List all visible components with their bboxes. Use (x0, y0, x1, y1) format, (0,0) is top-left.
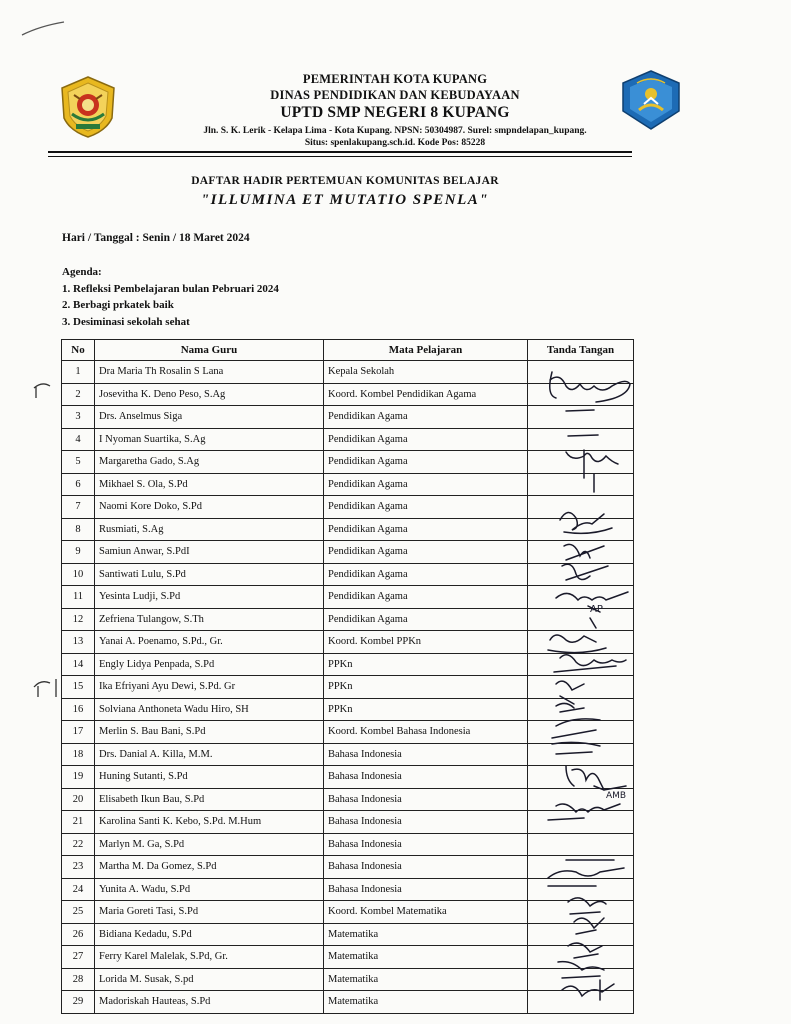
row-number: 13 (62, 631, 95, 654)
teacher-name: Drs. Anselmus Siga (95, 406, 324, 429)
margin-bracket-mark (28, 675, 62, 699)
teacher-name: Elisabeth Ikun Bau, S.Pd (95, 788, 324, 811)
meeting-date: Hari / Tanggal : Senin / 18 Maret 2024 (62, 232, 250, 244)
subject-cell: Bahasa Indonesia (324, 878, 528, 901)
school-website: Situs: spenlakupang.sch.id. Kode Pos: 85228 (304, 137, 486, 148)
subject-cell: Pendidikan Agama (324, 608, 528, 631)
signature-cell (528, 541, 634, 564)
signature-cell (528, 383, 634, 406)
header-subject: Mata Pelajaran (324, 340, 528, 361)
subject-cell: Matematika (324, 923, 528, 946)
subject-cell: Bahasa Indonesia (324, 788, 528, 811)
teacher-name: Merlin S. Bau Bani, S.Pd (95, 721, 324, 744)
row-number: 26 (62, 923, 95, 946)
row-number: 14 (62, 653, 95, 676)
teacher-name: Drs. Danial A. Killa, M.M. (95, 743, 324, 766)
letterhead-rule-thin (48, 156, 632, 157)
subject-cell: Bahasa Indonesia (324, 766, 528, 789)
table-row (62, 946, 634, 969)
subject-cell: Matematika (324, 991, 528, 1014)
table-row (62, 788, 634, 811)
subject-cell: Bahasa Indonesia (324, 743, 528, 766)
row-number: 25 (62, 901, 95, 924)
teacher-name: Margaretha Gado, S.Ag (95, 451, 324, 474)
row-number: 19 (62, 766, 95, 789)
subject-cell: Pendidikan Agama (324, 496, 528, 519)
row-number: 28 (62, 968, 95, 991)
attendance-body (62, 361, 634, 1014)
row-number: 27 (62, 946, 95, 969)
row-number: 29 (62, 991, 95, 1014)
subject-cell: Bahasa Indonesia (324, 856, 528, 879)
agenda-section (62, 264, 279, 330)
signature-cell (528, 698, 634, 721)
signature-cell (528, 676, 634, 699)
signature-cell (528, 991, 634, 1014)
signature-cell (528, 451, 634, 474)
subject-cell: PPKn (324, 698, 528, 721)
signature-cell (528, 811, 634, 834)
table-row (62, 653, 634, 676)
subject-cell: Koord. Kombel Bahasa Indonesia (324, 721, 528, 744)
subject-cell: Matematika (324, 946, 528, 969)
table-row (62, 923, 634, 946)
table-row (62, 406, 634, 429)
table-row (62, 833, 634, 856)
row-number: 2 (62, 383, 95, 406)
table-row (62, 991, 634, 1014)
signature-cell (528, 743, 634, 766)
teacher-name: Solviana Anthoneta Wadu Hiro, SH (95, 698, 324, 721)
signature-cell (528, 856, 634, 879)
table-row (62, 811, 634, 834)
table-row (62, 631, 634, 654)
school-address: Jln. S. K. Lerik - Kelapa Lima - Kota Kupang. NPSN: 50304987. Surel: smpndelapan_kupang. (203, 125, 587, 136)
subject-cell: Matematika (324, 968, 528, 991)
subject-cell: Pendidikan Agama (324, 451, 528, 474)
document-title: DAFTAR HADIR PERTEMUAN KOMUNITAS BELAJAR (191, 175, 499, 187)
letterhead-rule-thick (48, 151, 632, 153)
signature-cell (528, 428, 634, 451)
table-row (62, 361, 634, 384)
teacher-name: Mikhael S. Ola, S.Pd (95, 473, 324, 496)
subject-cell: PPKn (324, 676, 528, 699)
signature-cell (528, 878, 634, 901)
table-row (62, 608, 634, 631)
row-number: 9 (62, 541, 95, 564)
signature-initials: AP (590, 604, 603, 615)
row-number: 11 (62, 586, 95, 609)
subject-cell: Pendidikan Agama (324, 518, 528, 541)
signature-cell (528, 901, 634, 924)
teacher-name: Huning Sutanti, S.Pd (95, 766, 324, 789)
row-number: 10 (62, 563, 95, 586)
teacher-name: Bidiana Kedadu, S.Pd (95, 923, 324, 946)
table-row (62, 698, 634, 721)
teacher-name: Marlyn M. Ga, S.Pd (95, 833, 324, 856)
table-row (62, 518, 634, 541)
school-name: UPTD SMP NEGERI 8 KUPANG (280, 104, 510, 122)
row-number: 21 (62, 811, 95, 834)
row-number: 8 (62, 518, 95, 541)
row-number: 24 (62, 878, 95, 901)
subject-cell: Koord. Kombel PPKn (324, 631, 528, 654)
signature-cell (528, 923, 634, 946)
letterhead-line2: DINAS PENDIDIKAN DAN KEBUDAYAAN (270, 87, 520, 102)
teacher-name: Karolina Santi K. Kebo, S.Pd. M.Hum (95, 811, 324, 834)
subject-cell: Koord. Kombel Matematika (324, 901, 528, 924)
signature-cell (528, 653, 634, 676)
table-row (62, 586, 634, 609)
row-number: 20 (62, 788, 95, 811)
table-row (62, 383, 634, 406)
table-row (62, 901, 634, 924)
row-number: 16 (62, 698, 95, 721)
row-number: 22 (62, 833, 95, 856)
subject-cell: Pendidikan Agama (324, 406, 528, 429)
margin-bracket-mark (28, 378, 56, 402)
table-row (62, 968, 634, 991)
subject-cell: Pendidikan Agama (324, 563, 528, 586)
header-no: No (62, 340, 95, 361)
row-number: 7 (62, 496, 95, 519)
table-row (62, 563, 634, 586)
teacher-name: Martha M. Da Gomez, S.Pd (95, 856, 324, 879)
header-signature: Tanda Tangan (528, 340, 634, 361)
subject-cell: Bahasa Indonesia (324, 811, 528, 834)
agenda-item: 3. Desiminasi sekolah sehat (62, 315, 190, 328)
table-row (62, 856, 634, 879)
subject-cell: Pendidikan Agama (324, 473, 528, 496)
scan-stroke-mark (18, 18, 68, 40)
teacher-name: Madoriskah Hauteas, S.Pd (95, 991, 324, 1014)
document-subtitle: "ILLUMINA ET MUTATIO SPENLA" (200, 192, 490, 208)
signature-cell (528, 833, 634, 856)
teacher-name: Yunita A. Wadu, S.Pd (95, 878, 324, 901)
teacher-name: Rusmiati, S.Ag (95, 518, 324, 541)
signature-cell (528, 608, 634, 631)
signature-cell (528, 766, 634, 789)
row-number: 12 (62, 608, 95, 631)
signature-cell (528, 406, 634, 429)
signature-initials: AMB (606, 791, 627, 801)
teacher-name: Dra Maria Th Rosalin S Lana (95, 361, 324, 384)
table-header-row (62, 340, 634, 361)
signature-cell (528, 631, 634, 654)
signature-cell (528, 968, 634, 991)
row-number: 3 (62, 406, 95, 429)
teacher-name: Naomi Kore Doko, S.Pd (95, 496, 324, 519)
table-row (62, 676, 634, 699)
signature-cell (528, 586, 634, 609)
teacher-name: Lorida M. Susak, S.pd (95, 968, 324, 991)
signature-cell (528, 473, 634, 496)
teacher-name: Engly Lidya Penpada, S.Pd (95, 653, 324, 676)
teacher-name: I Nyoman Suartika, S.Ag (95, 428, 324, 451)
letterhead (110, 72, 680, 149)
agenda-item: 1. Refleksi Pembelajaran bulan Pebruari 2024 (62, 282, 279, 295)
subject-cell: Pendidikan Agama (324, 428, 528, 451)
signature-cell (528, 721, 634, 744)
table-row (62, 878, 634, 901)
signature-cell (528, 788, 634, 811)
table-row (62, 473, 634, 496)
row-number: 6 (62, 473, 95, 496)
signature-cell (528, 361, 634, 384)
teacher-name: Yanai A. Poenamo, S.Pd., Gr. (95, 631, 324, 654)
table-row (62, 766, 634, 789)
subject-cell: Pendidikan Agama (324, 586, 528, 609)
header-name: Nama Guru (95, 340, 324, 361)
teacher-name: Josevitha K. Deno Peso, S.Ag (95, 383, 324, 406)
subject-cell: Pendidikan Agama (324, 541, 528, 564)
teacher-name: Yesinta Ludji, S.Pd (95, 586, 324, 609)
row-number: 18 (62, 743, 95, 766)
letterhead-line1: PEMERINTAH KOTA KUPANG (302, 72, 488, 86)
table-row (62, 721, 634, 744)
table-row (62, 743, 634, 766)
teacher-name: Maria Goreti Tasi, S.Pd (95, 901, 324, 924)
subject-cell: Bahasa Indonesia (324, 833, 528, 856)
row-number: 1 (62, 361, 95, 384)
row-number: 17 (62, 721, 95, 744)
subject-cell: Kepala Sekolah (324, 361, 528, 384)
row-number: 23 (62, 856, 95, 879)
teacher-name: Samiun Anwar, S.PdI (95, 541, 324, 564)
signature-cell (528, 946, 634, 969)
teacher-name: Ika Efriyani Ayu Dewi, S.Pd. Gr (95, 676, 324, 699)
signature-cell (528, 518, 634, 541)
teacher-name: Santiwati Lulu, S.Pd (95, 563, 324, 586)
table-row (62, 541, 634, 564)
row-number: 4 (62, 428, 95, 451)
agenda-label: Agenda: (62, 266, 102, 278)
teacher-name: Zefriena Tulangow, S.Th (95, 608, 324, 631)
subject-cell: Koord. Kombel Pendidikan Agama (324, 383, 528, 406)
table-row (62, 451, 634, 474)
table-row (62, 496, 634, 519)
row-number: 5 (62, 451, 95, 474)
signature-cell (528, 563, 634, 586)
attendance-table (61, 339, 634, 1014)
teacher-name: Ferry Karel Malelak, S.Pd, Gr. (95, 946, 324, 969)
agenda-item: 2. Berbagi prkatek baik (62, 299, 174, 311)
signature-cell (528, 496, 634, 519)
table-row (62, 428, 634, 451)
row-number: 15 (62, 676, 95, 699)
subject-cell: PPKn (324, 653, 528, 676)
